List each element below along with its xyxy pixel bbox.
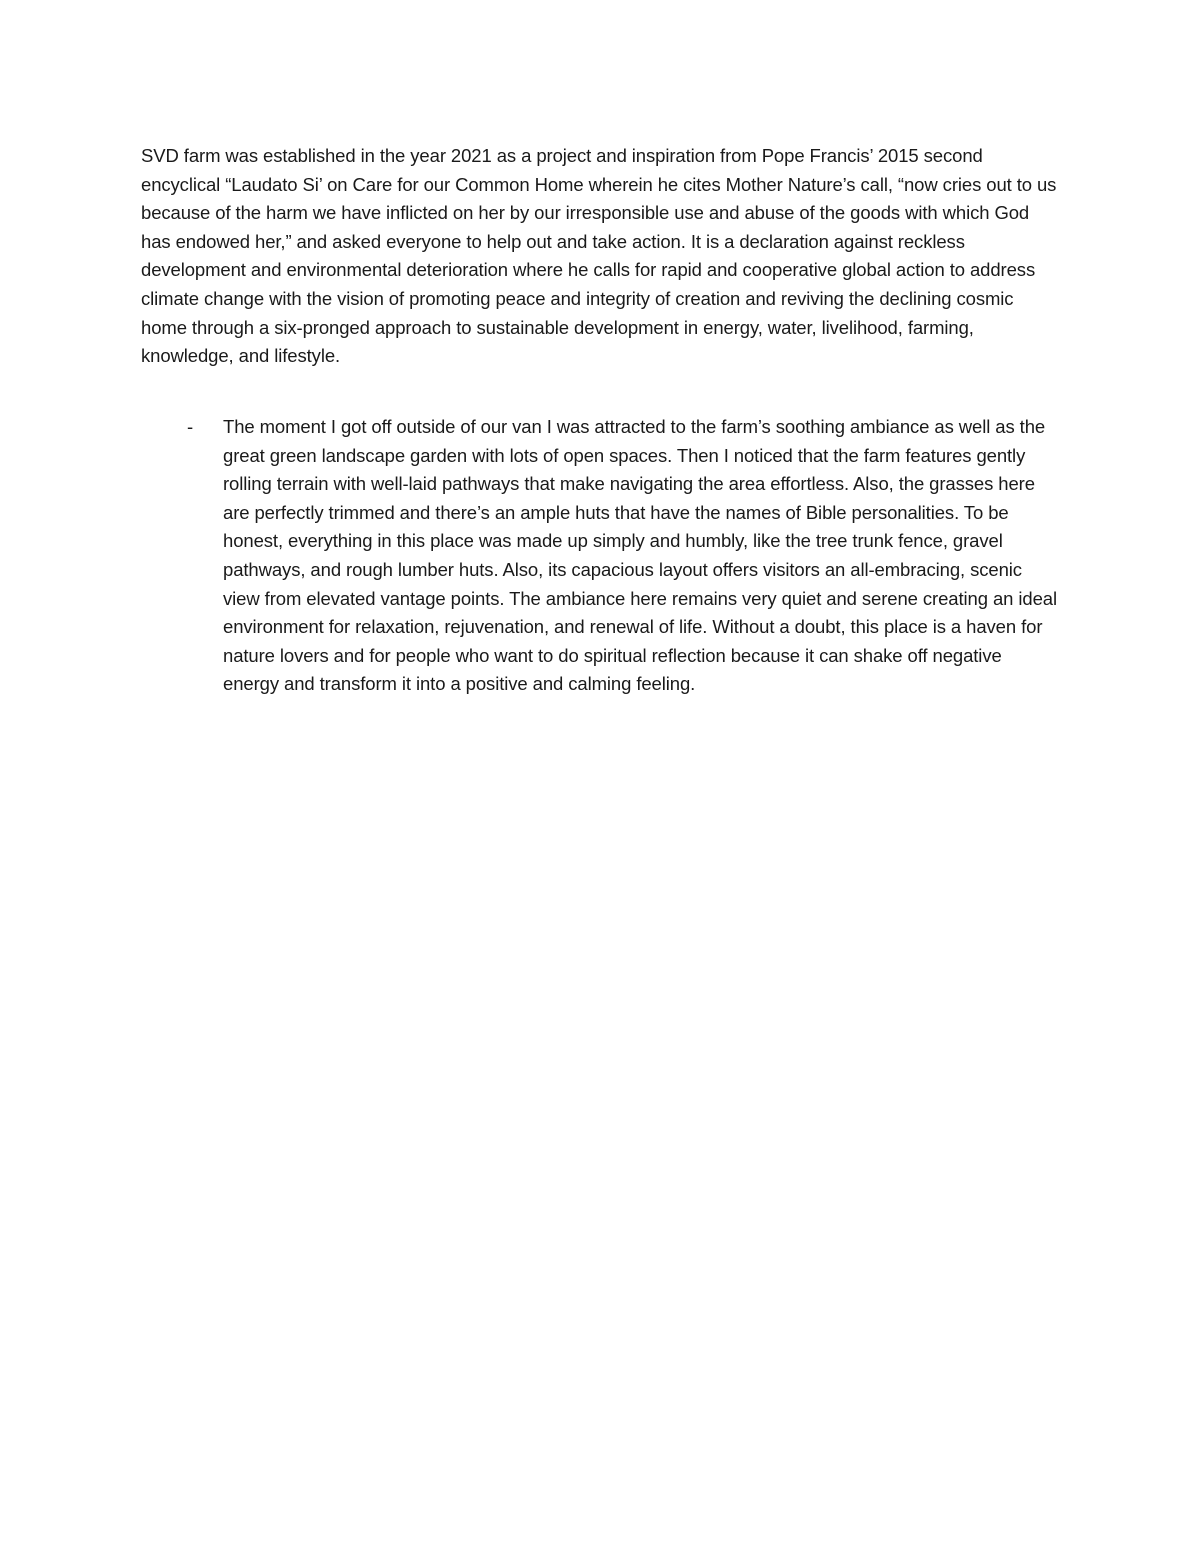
list-item — [141, 413, 1061, 699]
dash-bullet: - — [187, 416, 194, 437]
bullet-list — [141, 413, 1061, 699]
intro-paragraph: SVD farm was established in the year 2021 as a project and inspiration from Pope Francis’ 2015 second encyclical “Laudato Si’ on Care for our Common Home wherein he cites Mother Nature’s call, “now cries out to us because of the harm we have inflicted on her by our irresponsible use and abuse of the goods with which God has endowed her,” and asked everyone to help out and take action. It is a declaration against reckless development and environmental deterioration where he calls for rapid and cooperative global action to address climate change with the vision of promoting peace and integrity of creation and reviving the declining cosmic home through a six-pronged approach to sustainable development in energy, water, livelihood, farming, knowledge, and lifestyle. — [141, 145, 1057, 367]
list-item-text: The moment I got off outside of our van I was attracted to the farm’s soothing ambiance as well as the great green landscape garden with lots of open spaces. Then I noticed that the farm features gently rolling terrain with well-laid pathways that make navigating the area effortless. Also, the grasses here are perfectly trimmed and there’s an ample huts that have the names of Bible personalities. To be honest, everything in this place was made up simply and humbly, like the tree trunk fence, gravel pathways, and rough lumber huts. Also, its capacious layout offers visitors an all-embracing, scenic view from elevated vantage points. The ambiance here remains very quiet and serene creating an ideal environment for relaxation, rejuvenation, and renewal of life. Without a doubt, this place is a haven for nature lovers and for people who want to do spiritual reflection because it can shake off negative energy and transform it into a positive and calming feeling. — [223, 416, 1057, 695]
